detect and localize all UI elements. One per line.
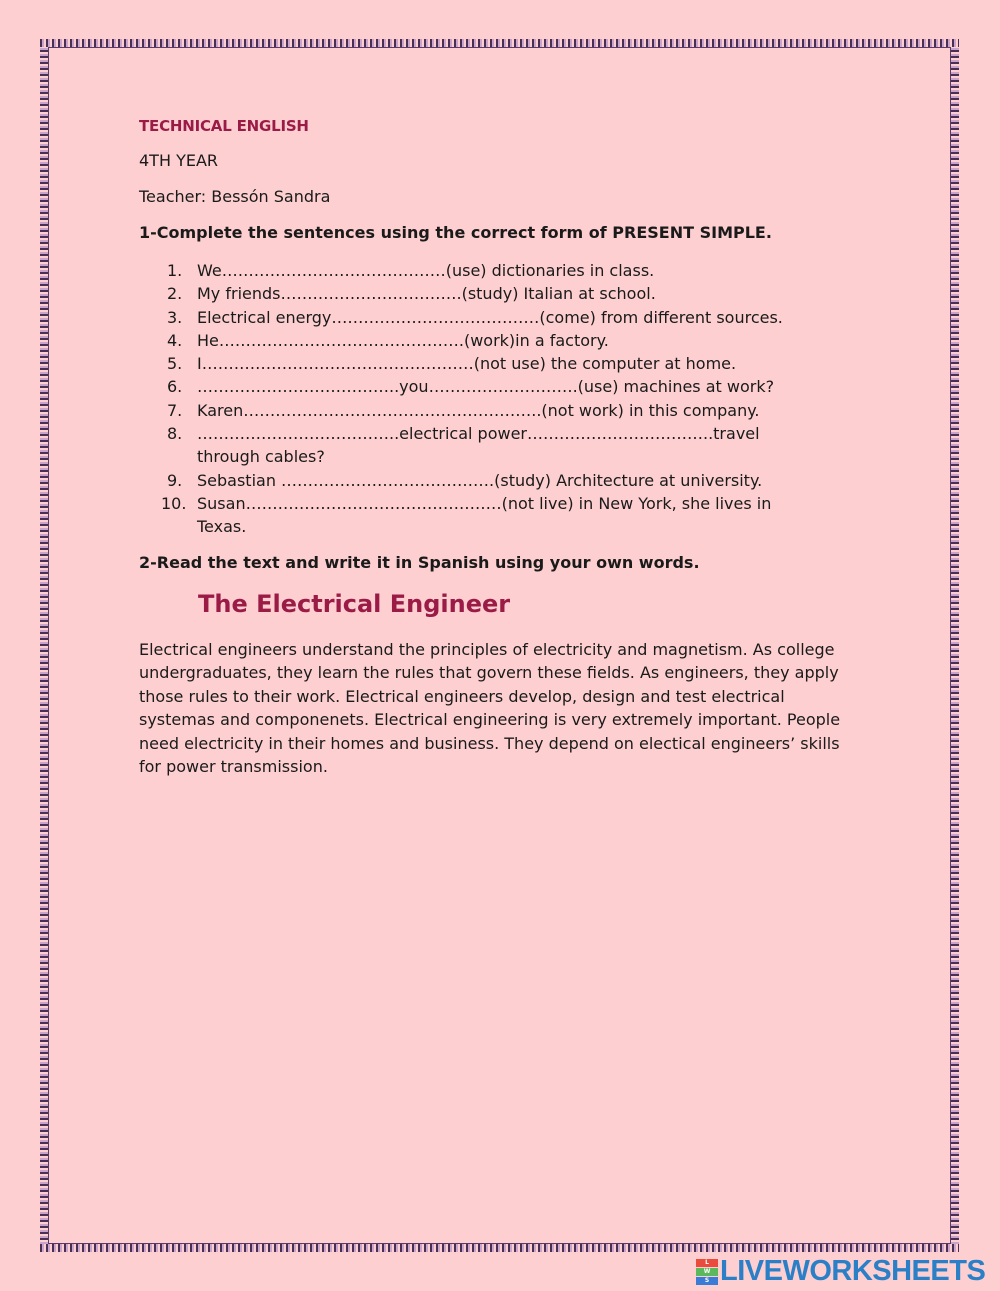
list-item [139, 329, 819, 352]
list-item [139, 282, 819, 305]
watermark-text: LIVEWORKSHEETS [720, 1255, 986, 1287]
liveworksheets-watermark [696, 1255, 985, 1288]
list-item [139, 375, 819, 398]
item-number: 1. [167, 261, 183, 280]
list-item [139, 259, 819, 282]
item-number: 6. [167, 377, 183, 397]
item-text: Electrical energy…………………………………(come) from different sources. [197, 307, 783, 327]
item-number: 8. [167, 424, 183, 444]
item-number: 3. [167, 307, 183, 327]
list-item [139, 422, 819, 469]
list-item [139, 469, 819, 492]
list-item [139, 399, 819, 422]
item-text: Susan…………………………………………(not live) in New York, she lives in Texas. [197, 493, 772, 537]
logo-letter: S [696, 1277, 718, 1285]
item-number: 10. [161, 493, 187, 513]
item-number: 9. [167, 470, 183, 490]
item-text: ………………………………..you……………………….(use) machines at work? [197, 377, 775, 397]
item-number: 5. [167, 354, 183, 374]
item-text: ………………………………..electrical power……………………………..travel through cables? [197, 424, 760, 467]
item-text: My friends…………………………….(study) Italian at school. [197, 284, 656, 304]
item-number: 2. [167, 284, 183, 304]
item-text: We……………………………………(use) dictionaries in class. [197, 261, 655, 280]
item-number: 4. [167, 330, 183, 350]
exercise1-list [139, 259, 819, 539]
teacher-label: Teacher: Bessón Sandra [139, 187, 331, 206]
reading-paragraph: Electrical engineers understand the principles of electricity and magnetism. As college undergraduates, they learn the rules that govern these fields. As engineers, they apply those rules to their work. Electrical engineers develop, design and test electrical systemas and componenets. Electrical engineering is very extremely important. People need electricity in their homes and business. They depend on electical engineers’ skills for power transmission. [139, 640, 841, 777]
logo-letter: L [696, 1259, 718, 1267]
exercise2-instruction: 2-Read the text and write it in Spanish using your own words. [139, 553, 700, 572]
document-title: TECHNICAL ENGLISH [139, 117, 309, 135]
item-number: 7. [167, 400, 183, 420]
liveworksheets-logo-icon [696, 1259, 718, 1285]
item-text: Karen………………………………………………..(not work) in this company. [197, 400, 760, 420]
list-item [139, 492, 819, 539]
item-text: He……………………………………….(work)in a factory. [197, 330, 609, 350]
item-text: I……………………………………………(not use) the computer at home. [197, 354, 737, 374]
reading-heading: The Electrical Engineer [198, 590, 511, 618]
list-item [139, 352, 819, 375]
item-text: Sebastian ………………………………….(study) Architecture at university. [197, 470, 763, 490]
year-label: 4TH YEAR [139, 151, 219, 170]
exercise1-instruction: 1-Complete the sentences using the correct form of PRESENT SIMPLE. [139, 223, 772, 242]
list-item [139, 306, 819, 329]
logo-letter: W [696, 1268, 718, 1276]
